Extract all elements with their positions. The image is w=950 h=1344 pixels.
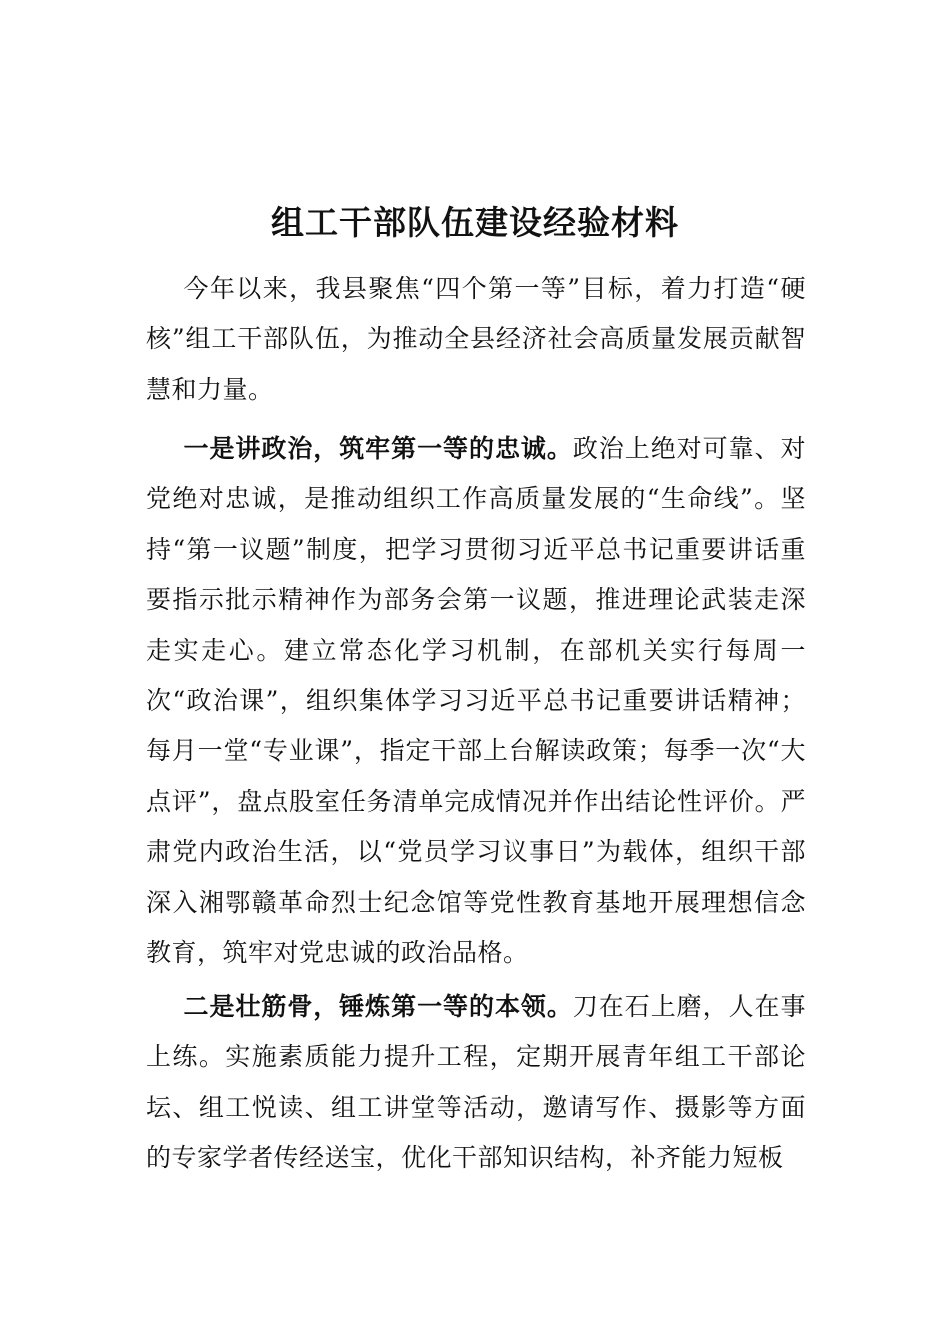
paragraph-text: 政治上绝对可靠、对党绝对忠诚，是推动组织工作高质量发展的“生命线”。坚持“第一议题”制度，把学习贯彻习近平总书记重要讲话重要指示批示精神作为部务会第一议题，推进理论武装走深走实走心。建立常态化学习机制，在部机关实行每周一次“政治课”，组织集体学习习近平总书记重要讲话精神；每月一堂“专业课”，指定干部上台解读政策；每季一次“大点评”，盘点股室任务清单完成情况并作出结论性评价。严肃党内政治生活，以“党员学习议事日”为载体，组织干部深入湘鄂赣革命烈士纪念馆等党性教育基地开展理想信念教育，筑牢对党忠诚的政治品格。 — [146, 434, 806, 968]
paragraph-section-2 — [146, 982, 806, 1184]
paragraph-text: 刀在石上磨，人在事上练。实施素质能力提升工程，定期开展青年组工干部论坛、组工悦读、组工讲堂等活动，邀请写作、摄影等方面的专家学者传经送宝，优化干部知识结构，补齐能力短板 — [146, 992, 806, 1173]
paragraph-intro — [146, 264, 806, 415]
paragraph-lead: 一是讲政治，筑牢第一等的忠诚。 — [183, 434, 573, 463]
paragraph-lead: 二是壮筋骨，锤炼第一等的本领。 — [183, 992, 573, 1021]
document-title: 组工干部队伍建设经验材料 — [271, 203, 679, 242]
paragraph-section-1 — [146, 424, 806, 978]
paragraph-text: 今年以来，我县聚焦“四个第一等”目标，着力打造“硬核”组工干部队伍，为推动全县经济社会高质量发展贡献智慧和力量。 — [146, 274, 806, 404]
